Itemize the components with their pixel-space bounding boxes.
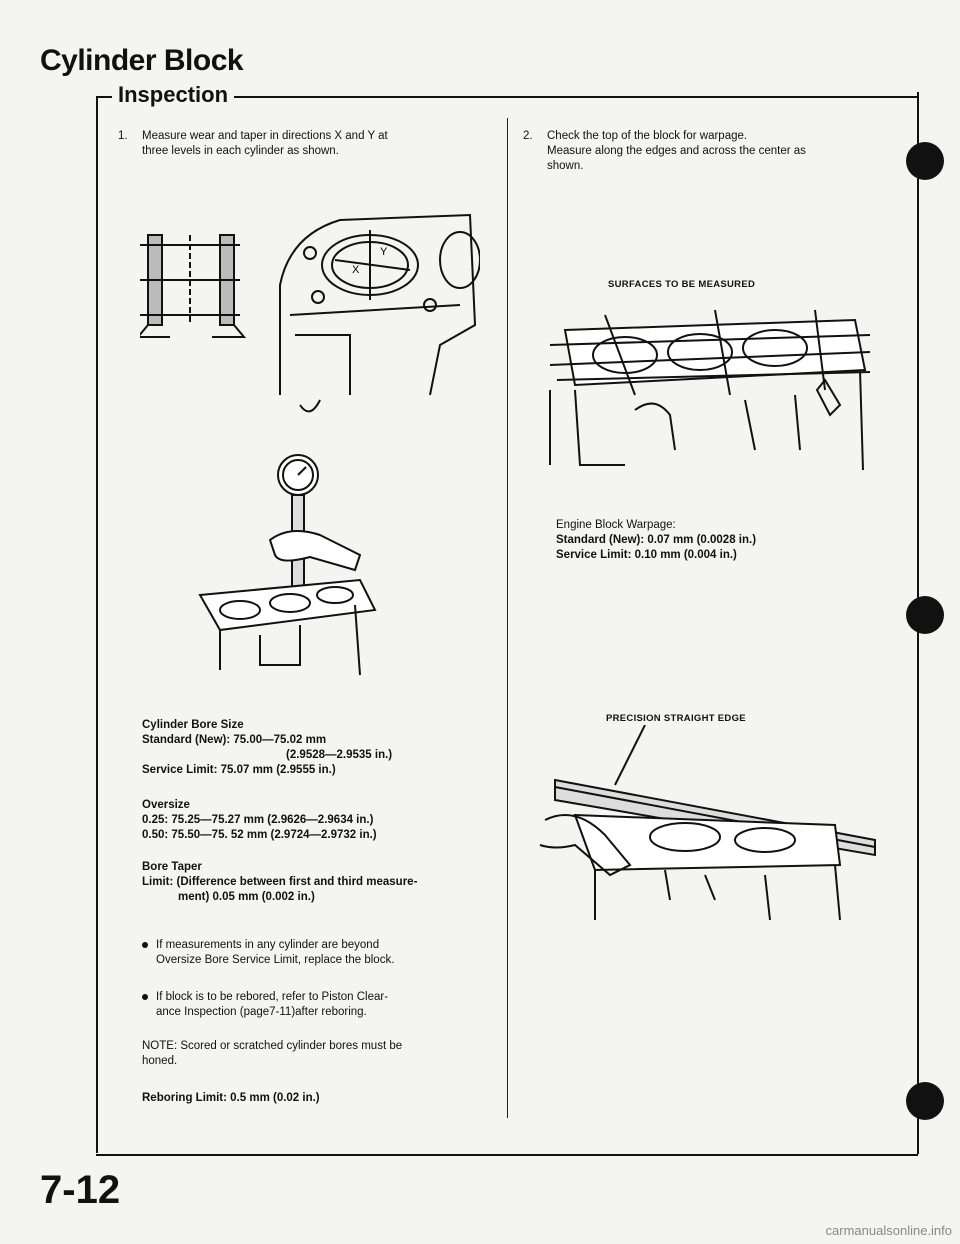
axis-x-label: X xyxy=(352,264,360,276)
spec-title: Bore Taper xyxy=(142,861,202,873)
step-1 xyxy=(118,129,488,159)
bullet-icon xyxy=(142,994,148,1000)
watermark: carmanualsonline.info xyxy=(825,1223,952,1238)
step-text: Measure along the edges and across the center as xyxy=(547,145,806,157)
spec-standard: Standard (New): 0.07 mm (0.0028 in.) xyxy=(556,534,757,546)
straight-edge-figure xyxy=(535,725,885,925)
step-number: 2. xyxy=(523,130,533,142)
straight-edge-caption: PRECISION STRAIGHT EDGE xyxy=(606,713,746,724)
bullet-text: Oversize Bore Service Limit, replace the block. xyxy=(156,954,395,966)
column-divider xyxy=(507,118,508,1118)
punch-mark xyxy=(906,1082,944,1120)
reboring-limit: Reboring Limit: 0.5 mm (0.02 in.) xyxy=(142,1092,320,1104)
surfaces-caption: SURFACES TO BE MEASURED xyxy=(608,279,756,290)
step-text: Check the top of the block for warpage. xyxy=(547,130,748,142)
taper-line: Limit: (Difference between first and third measure- xyxy=(142,876,418,888)
page-number: 7-12 xyxy=(40,1168,121,1212)
punch-mark xyxy=(906,596,944,634)
step-text: three levels in each cylinder as shown. xyxy=(142,145,339,157)
frame-left-edge xyxy=(96,96,98,1153)
spec-title: Engine Block Warpage: xyxy=(556,519,676,531)
bullet-item xyxy=(142,938,512,968)
bullet-item xyxy=(142,990,512,1020)
step-text: shown. xyxy=(547,160,584,172)
bullet-text: ance Inspection (page7-11)after reboring. xyxy=(156,1006,367,1018)
oversize-item: 0.50: 75.50—75. 52 mm (2.9724—2.9732 in.) xyxy=(142,829,377,841)
punch-mark xyxy=(906,142,944,180)
page-title: Cylinder Block xyxy=(40,44,244,77)
spec-title: Oversize xyxy=(142,799,190,811)
oversize-spec xyxy=(142,798,512,843)
step-number: 1. xyxy=(118,130,128,142)
note-text: NOTE: Scored or scratched cylinder bores must be xyxy=(142,1040,403,1052)
spec-title: Cylinder Bore Size xyxy=(142,719,244,731)
bore-gauge-figure xyxy=(180,445,380,685)
axis-y-label: Y xyxy=(380,246,388,258)
spec-service-limit: Service Limit: 75.07 mm (2.9555 in.) xyxy=(142,764,336,776)
section-heading: Inspection xyxy=(112,82,234,108)
bore-size-spec xyxy=(142,718,512,778)
spec-service-limit: Service Limit: 0.10 mm (0.004 in.) xyxy=(556,549,737,561)
step-2 xyxy=(523,129,903,174)
bore-taper-spec xyxy=(142,860,512,905)
bullet-text: If block is to be rebored, refer to Piston Clear- xyxy=(156,991,389,1003)
step-text: Measure wear and taper in directions X and Y at xyxy=(142,130,388,142)
block-warpage-figure xyxy=(545,300,875,480)
oversize-item: 0.25: 75.25—75.27 mm (2.9626—2.9634 in.) xyxy=(142,814,374,826)
taper-line: ment) 0.05 mm (0.002 in.) xyxy=(178,891,315,903)
spec-standard: Standard (New): 75.00—75.02 mm xyxy=(142,734,327,746)
warpage-spec xyxy=(556,518,896,563)
bullet-icon xyxy=(142,942,148,948)
note-text: honed. xyxy=(142,1055,178,1067)
note xyxy=(142,1039,502,1069)
cylinder-measure-figure xyxy=(140,205,480,435)
spec-standard-inch: (2.9528—2.9535 in.) xyxy=(286,749,393,761)
bullet-text: If measurements in any cylinder are beyond xyxy=(156,939,380,951)
